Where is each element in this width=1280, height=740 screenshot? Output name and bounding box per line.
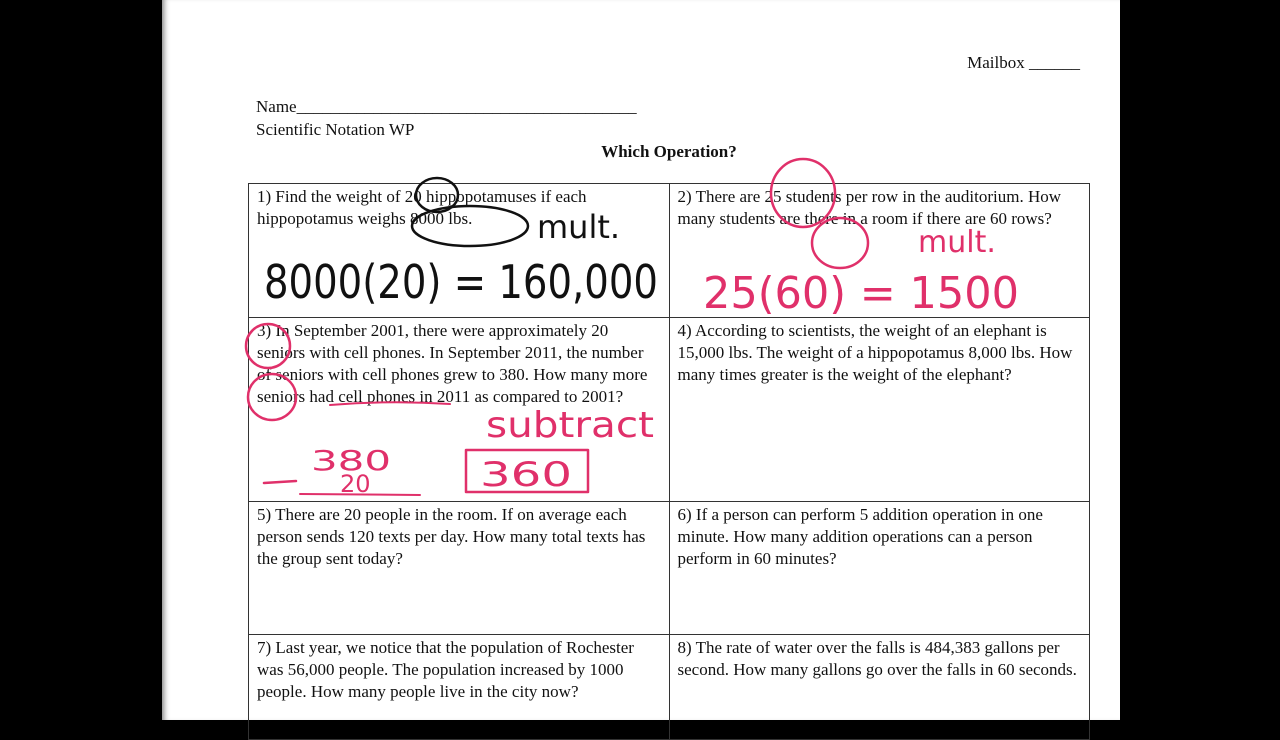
problem-2: 2) There are 25 students per row in the auditorium. How many students are there in a room if there are 60 rows? [669,184,1090,318]
problem-grid [248,183,1090,740]
problem-5: 5) There are 20 people in the room. If on average each person sends 120 texts per day. How many total texts has the group sent today? [249,502,670,635]
p3-answer: 360 [480,455,572,495]
problem-3: 3) In September 2001, there were approximately 20 seniors with cell phones. In September 2011, the number of seniors with cell phones grew to 380. How many more seniors had cell phones in 2011 as compared to 2001? [249,318,670,502]
worksheet-subtitle: Scientific Notation WP [256,120,415,139]
problem-1: 1) Find the weight of 20 hippopotamuses if each hippopotamus weighs 8000 lbs. [249,184,670,318]
problem-4: 4) According to scientists, the weight of an elephant is 15,000 lbs. The weight of a hippopotamus 8,000 lbs. How many times greater is the weight of the elephant? [669,318,1090,502]
worksheet-heading: Which Operation? [601,142,737,161]
mailbox-label: Mailbox ______ [967,53,1080,72]
p1-operation: mult. [537,208,621,246]
p1-equation: 8000(20) = 160,000 [264,255,658,309]
p2-operation: mult. [918,225,996,260]
p3-top-number: 380 [311,444,391,477]
p3-operation: subtract [486,405,654,446]
worksheet-page [162,0,1120,720]
p2-equation: 25(60) = 1500 [703,268,1019,319]
p3-bottom-number: 20 [340,470,371,498]
problem-6: 6) If a person can perform 5 addition operation in one minute. How many addition operations can a person perform in 60 minutes? [669,502,1090,635]
problem-8: 8) The rate of water over the falls is 484,383 gallons per second. How many gallons go over the falls in 60 seconds. [669,635,1090,740]
problem-7: 7) Last year, we notice that the population of Rochester was 56,000 people. The population increased by 1000 people. How many people live in the city now? [249,635,670,740]
name-line: Name________________________________________ [256,97,637,116]
